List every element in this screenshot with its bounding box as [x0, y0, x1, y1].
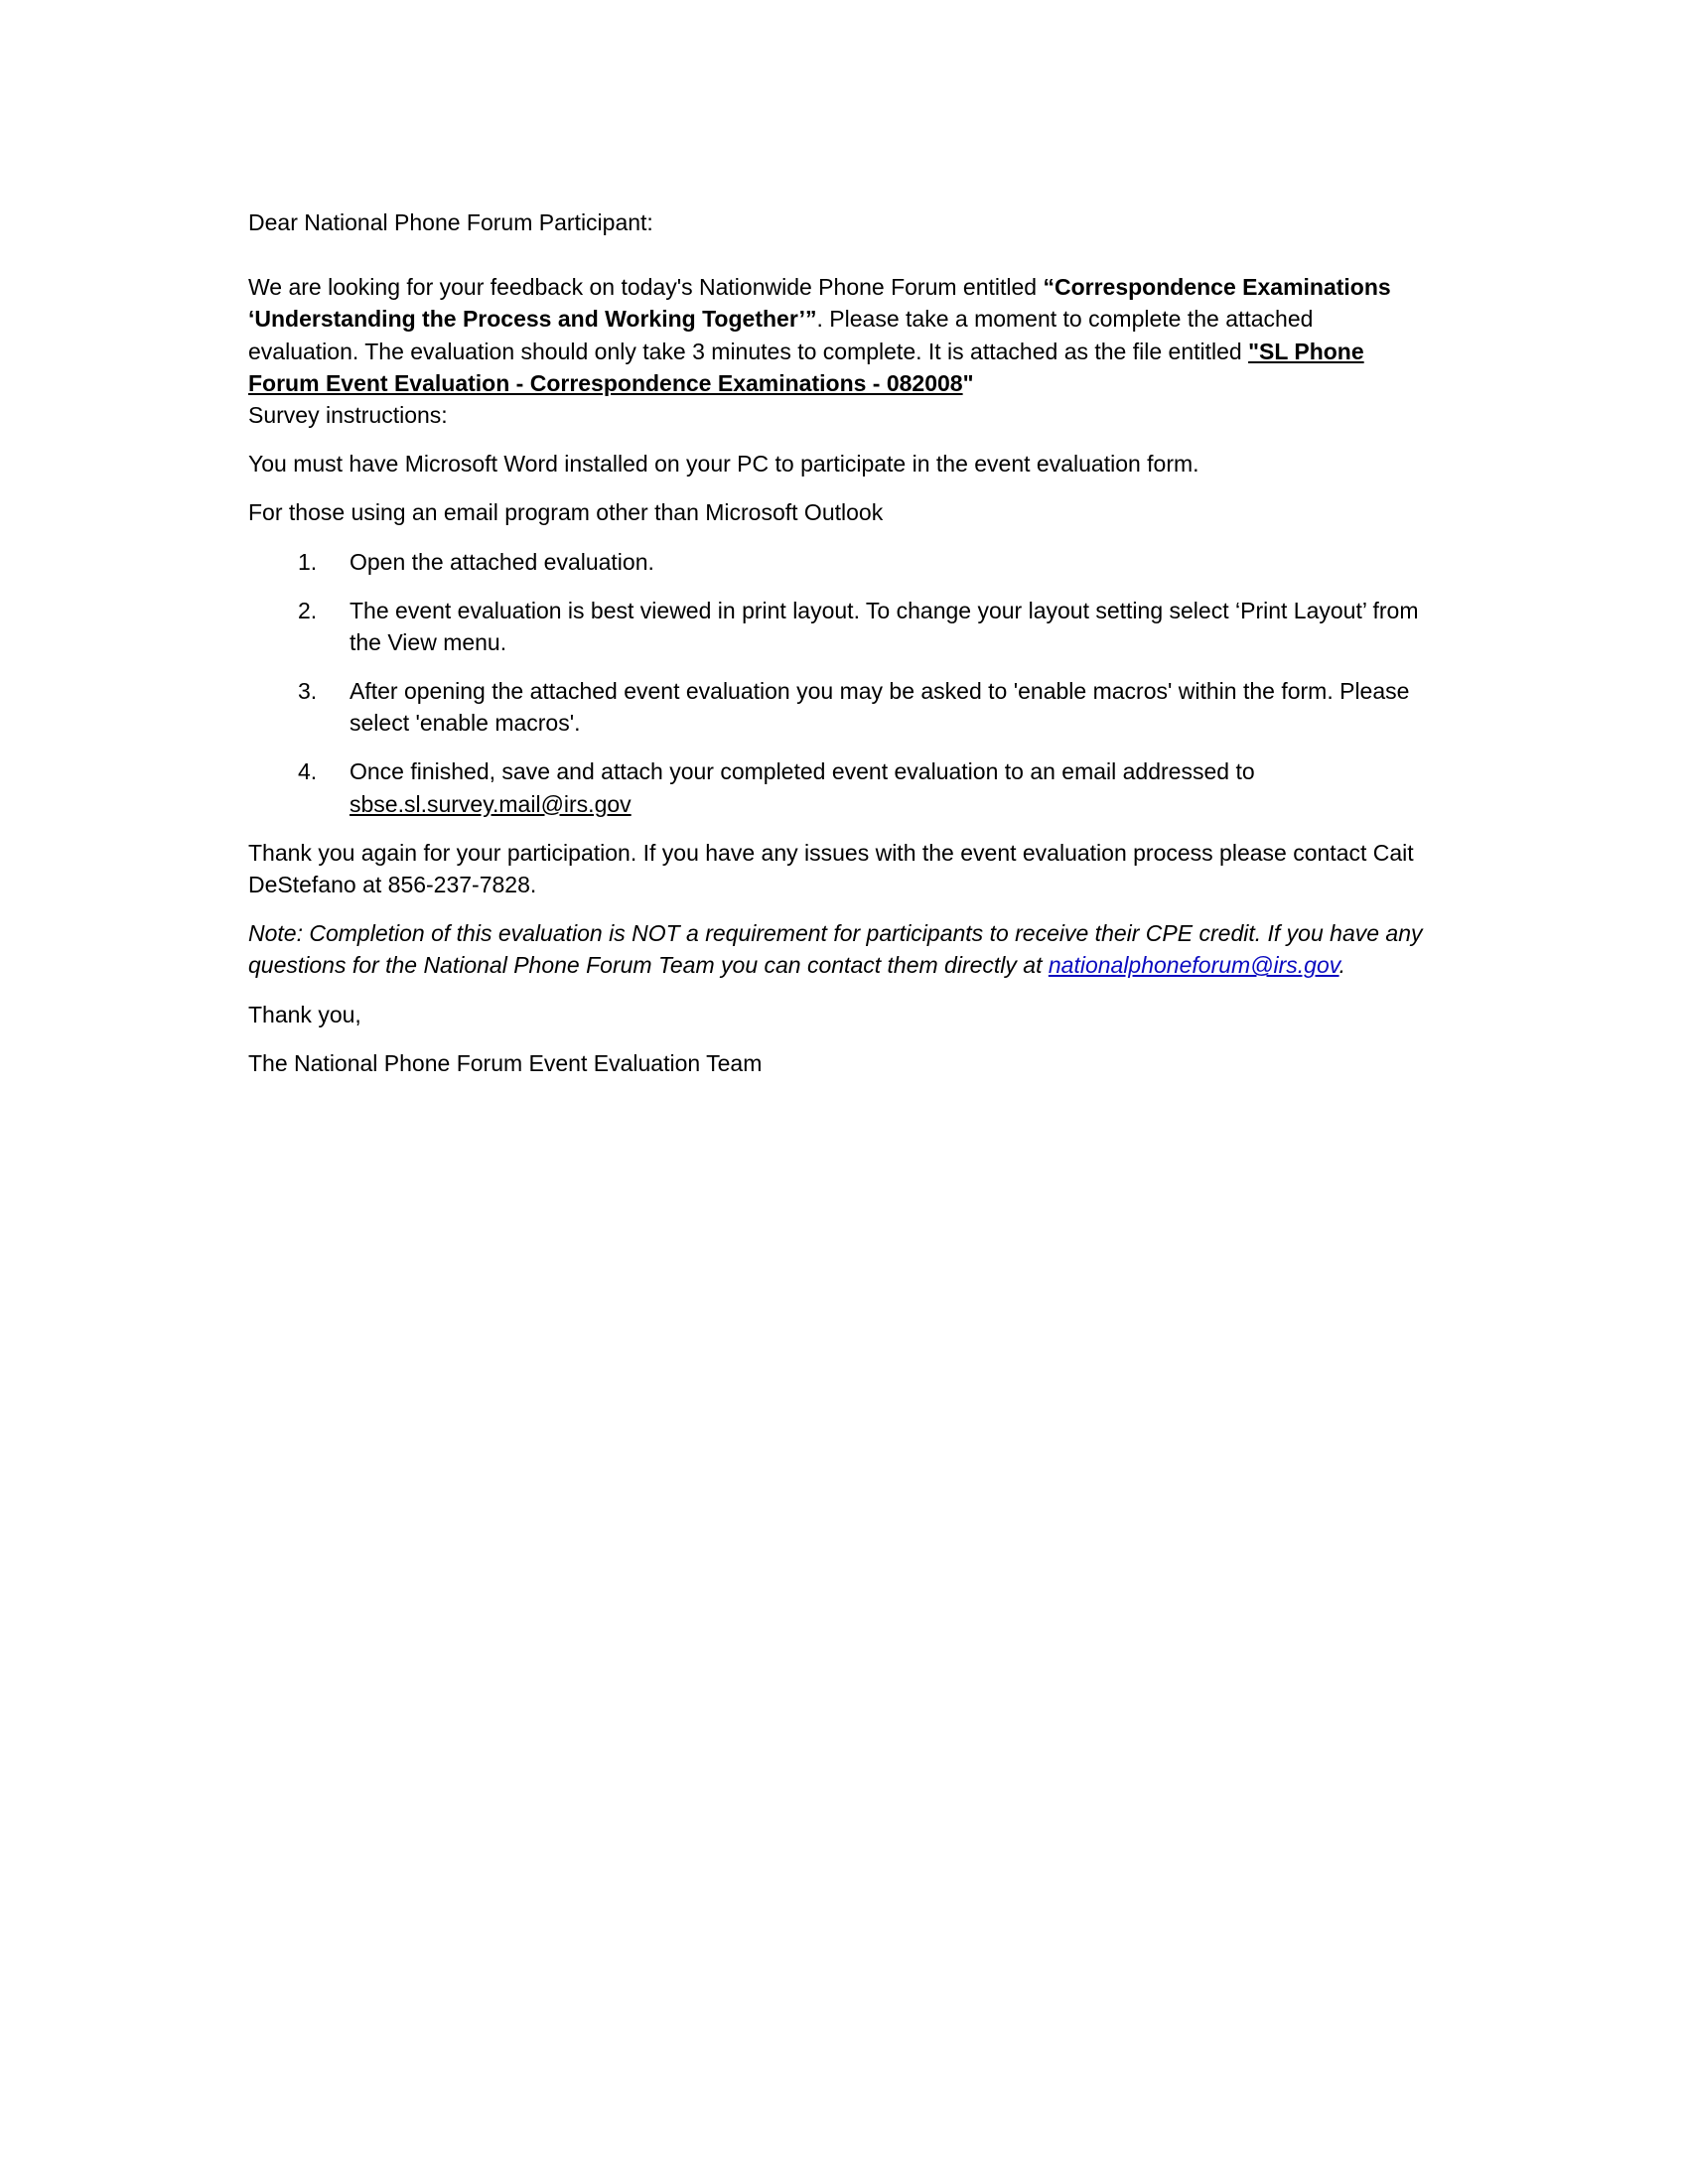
step-number: 3. — [298, 678, 318, 705]
step-text: After opening the attached event evaluation you may be asked to 'enable macros' within the form. Please select 'enable macros'. — [350, 678, 1410, 737]
signature: The National Phone Forum Event Evaluation Team — [248, 1049, 763, 1076]
requirement-paragraph: You must have Microsoft Word installed on your PC to participate in the event evaluation form. — [248, 451, 1199, 478]
survey-instructions-label: Survey instructions: — [248, 401, 448, 428]
closing: Thank you, — [248, 1001, 361, 1027]
step-text-pre: Once finished, save and attach your completed event evaluation to an email addressed to — [350, 758, 1255, 785]
step-text — [350, 755, 1430, 819]
step-number: 2. — [298, 597, 318, 623]
intro-paragraph — [248, 271, 1430, 399]
step-item-1 — [298, 546, 1430, 578]
note-paragraph — [248, 917, 1430, 981]
steps-list — [298, 546, 1430, 820]
step-text: Open the attached evaluation. — [350, 548, 654, 575]
survey-email-link[interactable]: sbse.sl.survey.mail@irs.gov — [350, 790, 632, 817]
step-number: 4. — [298, 758, 318, 785]
step-text: The event evaluation is best viewed in print layout. To change your layout setting select ‘Print Layout’ from the View menu. — [350, 597, 1419, 655]
forum-email-link[interactable]: nationalphoneforum@irs.gov — [1048, 952, 1339, 979]
intro-text-2: . Please take a moment to complete the attached evaluation. The evaluation should only take 3 minutes to complete. It is attached as the file entitled — [248, 306, 1314, 364]
attachment-file-title: "SL Phone Forum Event Evaluation - Correspondence Examinations - 082008 — [248, 338, 1364, 396]
forum-title: “Correspondence Examinations ‘Understanding the Process and Working Together’” — [248, 274, 1391, 333]
note-text-2: . — [1338, 952, 1345, 979]
step-number: 1. — [298, 548, 318, 575]
intro-text-1: We are looking for your feedback on today's Nationwide Phone Forum entitled — [248, 274, 1044, 301]
attachment-file-title-close-quote: " — [962, 369, 974, 396]
letter-content — [248, 206, 1430, 1096]
email-program-note: For those using an email program other than Microsoft Outlook — [248, 499, 884, 526]
step-item-3 — [298, 675, 1430, 739]
thanks-paragraph: Thank you again for your participation. If you have any issues with the event evaluation process please contact Cait DeStefano at 856-237-7828. — [248, 839, 1414, 897]
step-item-4 — [298, 755, 1430, 819]
salutation: Dear National Phone Forum Participant: — [248, 209, 653, 235]
step-item-2 — [298, 595, 1430, 658]
note-text-1: Note: Completion of this evaluation is NOT a requirement for participants to receive their CPE credit. If you have any questions for the National Phone Forum Team you can contact them directly at — [248, 920, 1423, 979]
